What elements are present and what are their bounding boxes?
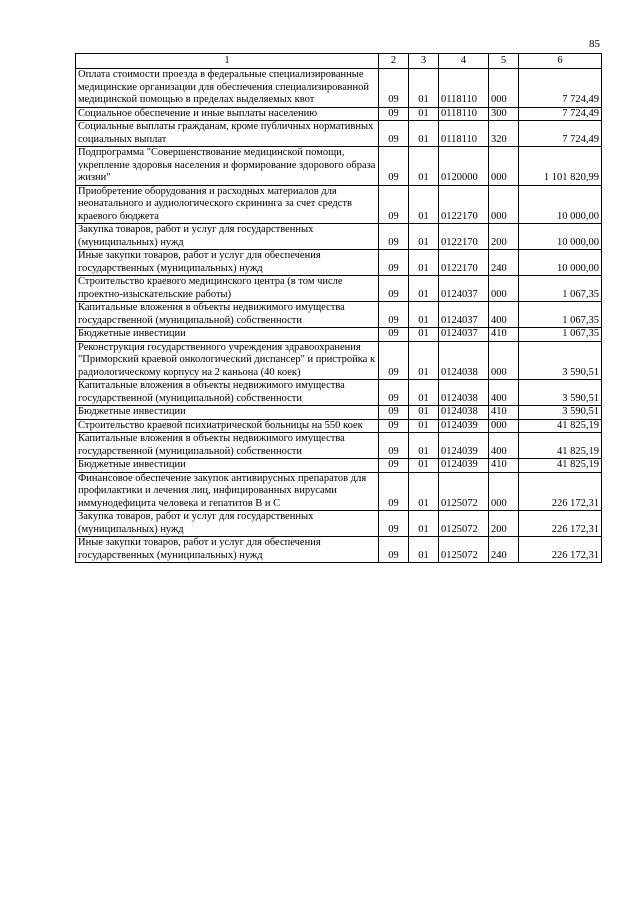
section-code-cell: 09 [379, 328, 409, 342]
subsection-code-cell: 01 [409, 406, 439, 420]
expense-type-code-cell: 000 [489, 276, 519, 302]
row-name-cell: Приобретение оборудования и расходных материалов для неонатального и аудиологического скрининга за счет средств краевого бюджета [76, 185, 379, 224]
expense-type-code-cell: 320 [489, 121, 519, 147]
subsection-code-cell: 01 [409, 224, 439, 250]
expense-type-code-cell: 300 [489, 107, 519, 121]
target-item-code-cell: 0124037 [439, 276, 489, 302]
table-row [76, 250, 602, 276]
subsection-code-cell: 01 [409, 121, 439, 147]
column-header: 5 [489, 54, 519, 69]
amount-cell: 3 590,51 [519, 406, 602, 420]
subsection-code-cell: 01 [409, 537, 439, 563]
row-name-cell: Финансовое обеспечение закупок антивирусных препаратов для профилактики и лечения лиц, инфицированных вирусами иммунодефицита человека и гепатитов В и С [76, 472, 379, 511]
target-item-code-cell: 0122170 [439, 250, 489, 276]
row-name-cell: Бюджетные инвестиции [76, 328, 379, 342]
expense-type-code-cell: 400 [489, 433, 519, 459]
table-row [76, 121, 602, 147]
target-item-code-cell: 0125072 [439, 472, 489, 511]
subsection-code-cell: 01 [409, 419, 439, 433]
section-code-cell: 09 [379, 433, 409, 459]
target-item-code-cell: 0118110 [439, 69, 489, 108]
amount-cell: 1 067,35 [519, 276, 602, 302]
amount-cell: 41 825,19 [519, 419, 602, 433]
table-row [76, 406, 602, 420]
table-row [76, 433, 602, 459]
section-code-cell: 09 [379, 147, 409, 186]
subsection-code-cell: 01 [409, 250, 439, 276]
amount-cell: 41 825,19 [519, 459, 602, 473]
column-header: 1 [76, 54, 379, 69]
amount-cell: 41 825,19 [519, 433, 602, 459]
expense-type-code-cell: 410 [489, 406, 519, 420]
row-name-cell: Иные закупки товаров, работ и услуг для обеспечения государственных (муниципальных) нужд [76, 250, 379, 276]
row-name-cell: Закупка товаров, работ и услуг для государственных (муниципальных) нужд [76, 511, 379, 537]
table-body [76, 69, 602, 563]
expense-type-code-cell: 000 [489, 147, 519, 186]
target-item-code-cell: 0125072 [439, 537, 489, 563]
target-item-code-cell: 0124038 [439, 406, 489, 420]
subsection-code-cell: 01 [409, 302, 439, 328]
subsection-code-cell: 01 [409, 276, 439, 302]
target-item-code-cell: 0120000 [439, 147, 489, 186]
section-code-cell: 09 [379, 250, 409, 276]
row-name-cell: Оплата стоимости проезда в федеральные специализированные медицинские организации для обеспечения специализированной медицинской помощью в пределах выделяемых квот [76, 69, 379, 108]
section-code-cell: 09 [379, 185, 409, 224]
amount-cell: 7 724,49 [519, 69, 602, 108]
section-code-cell: 09 [379, 276, 409, 302]
section-code-cell: 09 [379, 302, 409, 328]
expense-type-code-cell: 200 [489, 224, 519, 250]
section-code-cell: 09 [379, 224, 409, 250]
expense-type-code-cell: 410 [489, 328, 519, 342]
table-row [76, 459, 602, 473]
amount-cell: 226 172,31 [519, 472, 602, 511]
column-header: 3 [409, 54, 439, 69]
expense-type-code-cell: 240 [489, 250, 519, 276]
expense-type-code-cell: 200 [489, 511, 519, 537]
table-row [76, 107, 602, 121]
table-row [76, 69, 602, 108]
section-code-cell: 09 [379, 380, 409, 406]
table-row [76, 185, 602, 224]
row-name-cell: Подпрограмма "Совершенствование медицинской помощи, укрепление здоровья населения и формирование здорового образа жизни" [76, 147, 379, 186]
expense-type-code-cell: 000 [489, 419, 519, 433]
amount-cell: 10 000,00 [519, 224, 602, 250]
section-code-cell: 09 [379, 511, 409, 537]
row-name-cell: Закупка товаров, работ и услуг для государственных (муниципальных) нужд [76, 224, 379, 250]
row-name-cell: Иные закупки товаров, работ и услуг для обеспечения государственных (муниципальных) нужд [76, 537, 379, 563]
row-name-cell: Бюджетные инвестиции [76, 459, 379, 473]
target-item-code-cell: 0125072 [439, 511, 489, 537]
subsection-code-cell: 01 [409, 69, 439, 108]
amount-cell: 7 724,49 [519, 107, 602, 121]
row-name-cell: Социальное обеспечение и иные выплаты населению [76, 107, 379, 121]
subsection-code-cell: 01 [409, 380, 439, 406]
amount-cell: 7 724,49 [519, 121, 602, 147]
target-item-code-cell: 0124039 [439, 433, 489, 459]
column-header: 2 [379, 54, 409, 69]
table-header-row [76, 54, 602, 69]
target-item-code-cell: 0118110 [439, 121, 489, 147]
subsection-code-cell: 01 [409, 147, 439, 186]
target-item-code-cell: 0124039 [439, 459, 489, 473]
subsection-code-cell: 01 [409, 107, 439, 121]
section-code-cell: 09 [379, 459, 409, 473]
row-name-cell: Строительство краевого медицинского центра (в том числе проектно-изыскательские работы) [76, 276, 379, 302]
table-row [76, 341, 602, 380]
section-code-cell: 09 [379, 69, 409, 108]
expense-type-code-cell: 000 [489, 341, 519, 380]
budget-table [75, 53, 602, 563]
target-item-code-cell: 0124038 [439, 380, 489, 406]
section-code-cell: 09 [379, 406, 409, 420]
subsection-code-cell: 01 [409, 185, 439, 224]
subsection-code-cell: 01 [409, 433, 439, 459]
expense-type-code-cell: 410 [489, 459, 519, 473]
section-code-cell: 09 [379, 121, 409, 147]
row-name-cell: Капитальные вложения в объекты недвижимого имущества государственной (муниципальной) собственности [76, 380, 379, 406]
expense-type-code-cell: 000 [489, 69, 519, 108]
table-row [76, 511, 602, 537]
subsection-code-cell: 01 [409, 511, 439, 537]
table-row [76, 537, 602, 563]
table-row [76, 224, 602, 250]
target-item-code-cell: 0124039 [439, 419, 489, 433]
target-item-code-cell: 0124038 [439, 341, 489, 380]
target-item-code-cell: 0118110 [439, 107, 489, 121]
section-code-cell: 09 [379, 472, 409, 511]
amount-cell: 10 000,00 [519, 185, 602, 224]
expense-type-code-cell: 400 [489, 302, 519, 328]
amount-cell: 3 590,51 [519, 341, 602, 380]
amount-cell: 1 067,35 [519, 302, 602, 328]
row-name-cell: Капитальные вложения в объекты недвижимого имущества государственной (муниципальной) собственности [76, 433, 379, 459]
subsection-code-cell: 01 [409, 472, 439, 511]
expense-type-code-cell: 000 [489, 185, 519, 224]
expense-type-code-cell: 000 [489, 472, 519, 511]
amount-cell: 226 172,31 [519, 537, 602, 563]
table-row [76, 419, 602, 433]
subsection-code-cell: 01 [409, 459, 439, 473]
subsection-code-cell: 01 [409, 341, 439, 380]
row-name-cell: Бюджетные инвестиции [76, 406, 379, 420]
subsection-code-cell: 01 [409, 328, 439, 342]
amount-cell: 1 067,35 [519, 328, 602, 342]
expense-type-code-cell: 400 [489, 380, 519, 406]
page-number: 85 [589, 38, 600, 50]
table-row [76, 472, 602, 511]
table-row [76, 380, 602, 406]
expense-type-code-cell: 240 [489, 537, 519, 563]
row-name-cell: Социальные выплаты гражданам, кроме публичных нормативных социальных выплат [76, 121, 379, 147]
target-item-code-cell: 0124037 [439, 328, 489, 342]
section-code-cell: 09 [379, 419, 409, 433]
amount-cell: 3 590,51 [519, 380, 602, 406]
column-header: 4 [439, 54, 489, 69]
row-name-cell: Строительство краевой психиатрической больницы на 550 коек [76, 419, 379, 433]
amount-cell: 1 101 820,99 [519, 147, 602, 186]
table-row [76, 328, 602, 342]
section-code-cell: 09 [379, 537, 409, 563]
target-item-code-cell: 0122170 [439, 185, 489, 224]
target-item-code-cell: 0122170 [439, 224, 489, 250]
target-item-code-cell: 0124037 [439, 302, 489, 328]
row-name-cell: Реконструкция государственного учреждения здравоохранения "Приморский краевой онкологический диспансер" и пристройка к радиологическому корпусу на 2 каньона (40 коек) [76, 341, 379, 380]
table-row [76, 147, 602, 186]
amount-cell: 226 172,31 [519, 511, 602, 537]
section-code-cell: 09 [379, 107, 409, 121]
table-row [76, 276, 602, 302]
column-header: 6 [519, 54, 602, 69]
row-name-cell: Капитальные вложения в объекты недвижимого имущества государственной (муниципальной) собственности [76, 302, 379, 328]
table-row [76, 302, 602, 328]
section-code-cell: 09 [379, 341, 409, 380]
amount-cell: 10 000,00 [519, 250, 602, 276]
